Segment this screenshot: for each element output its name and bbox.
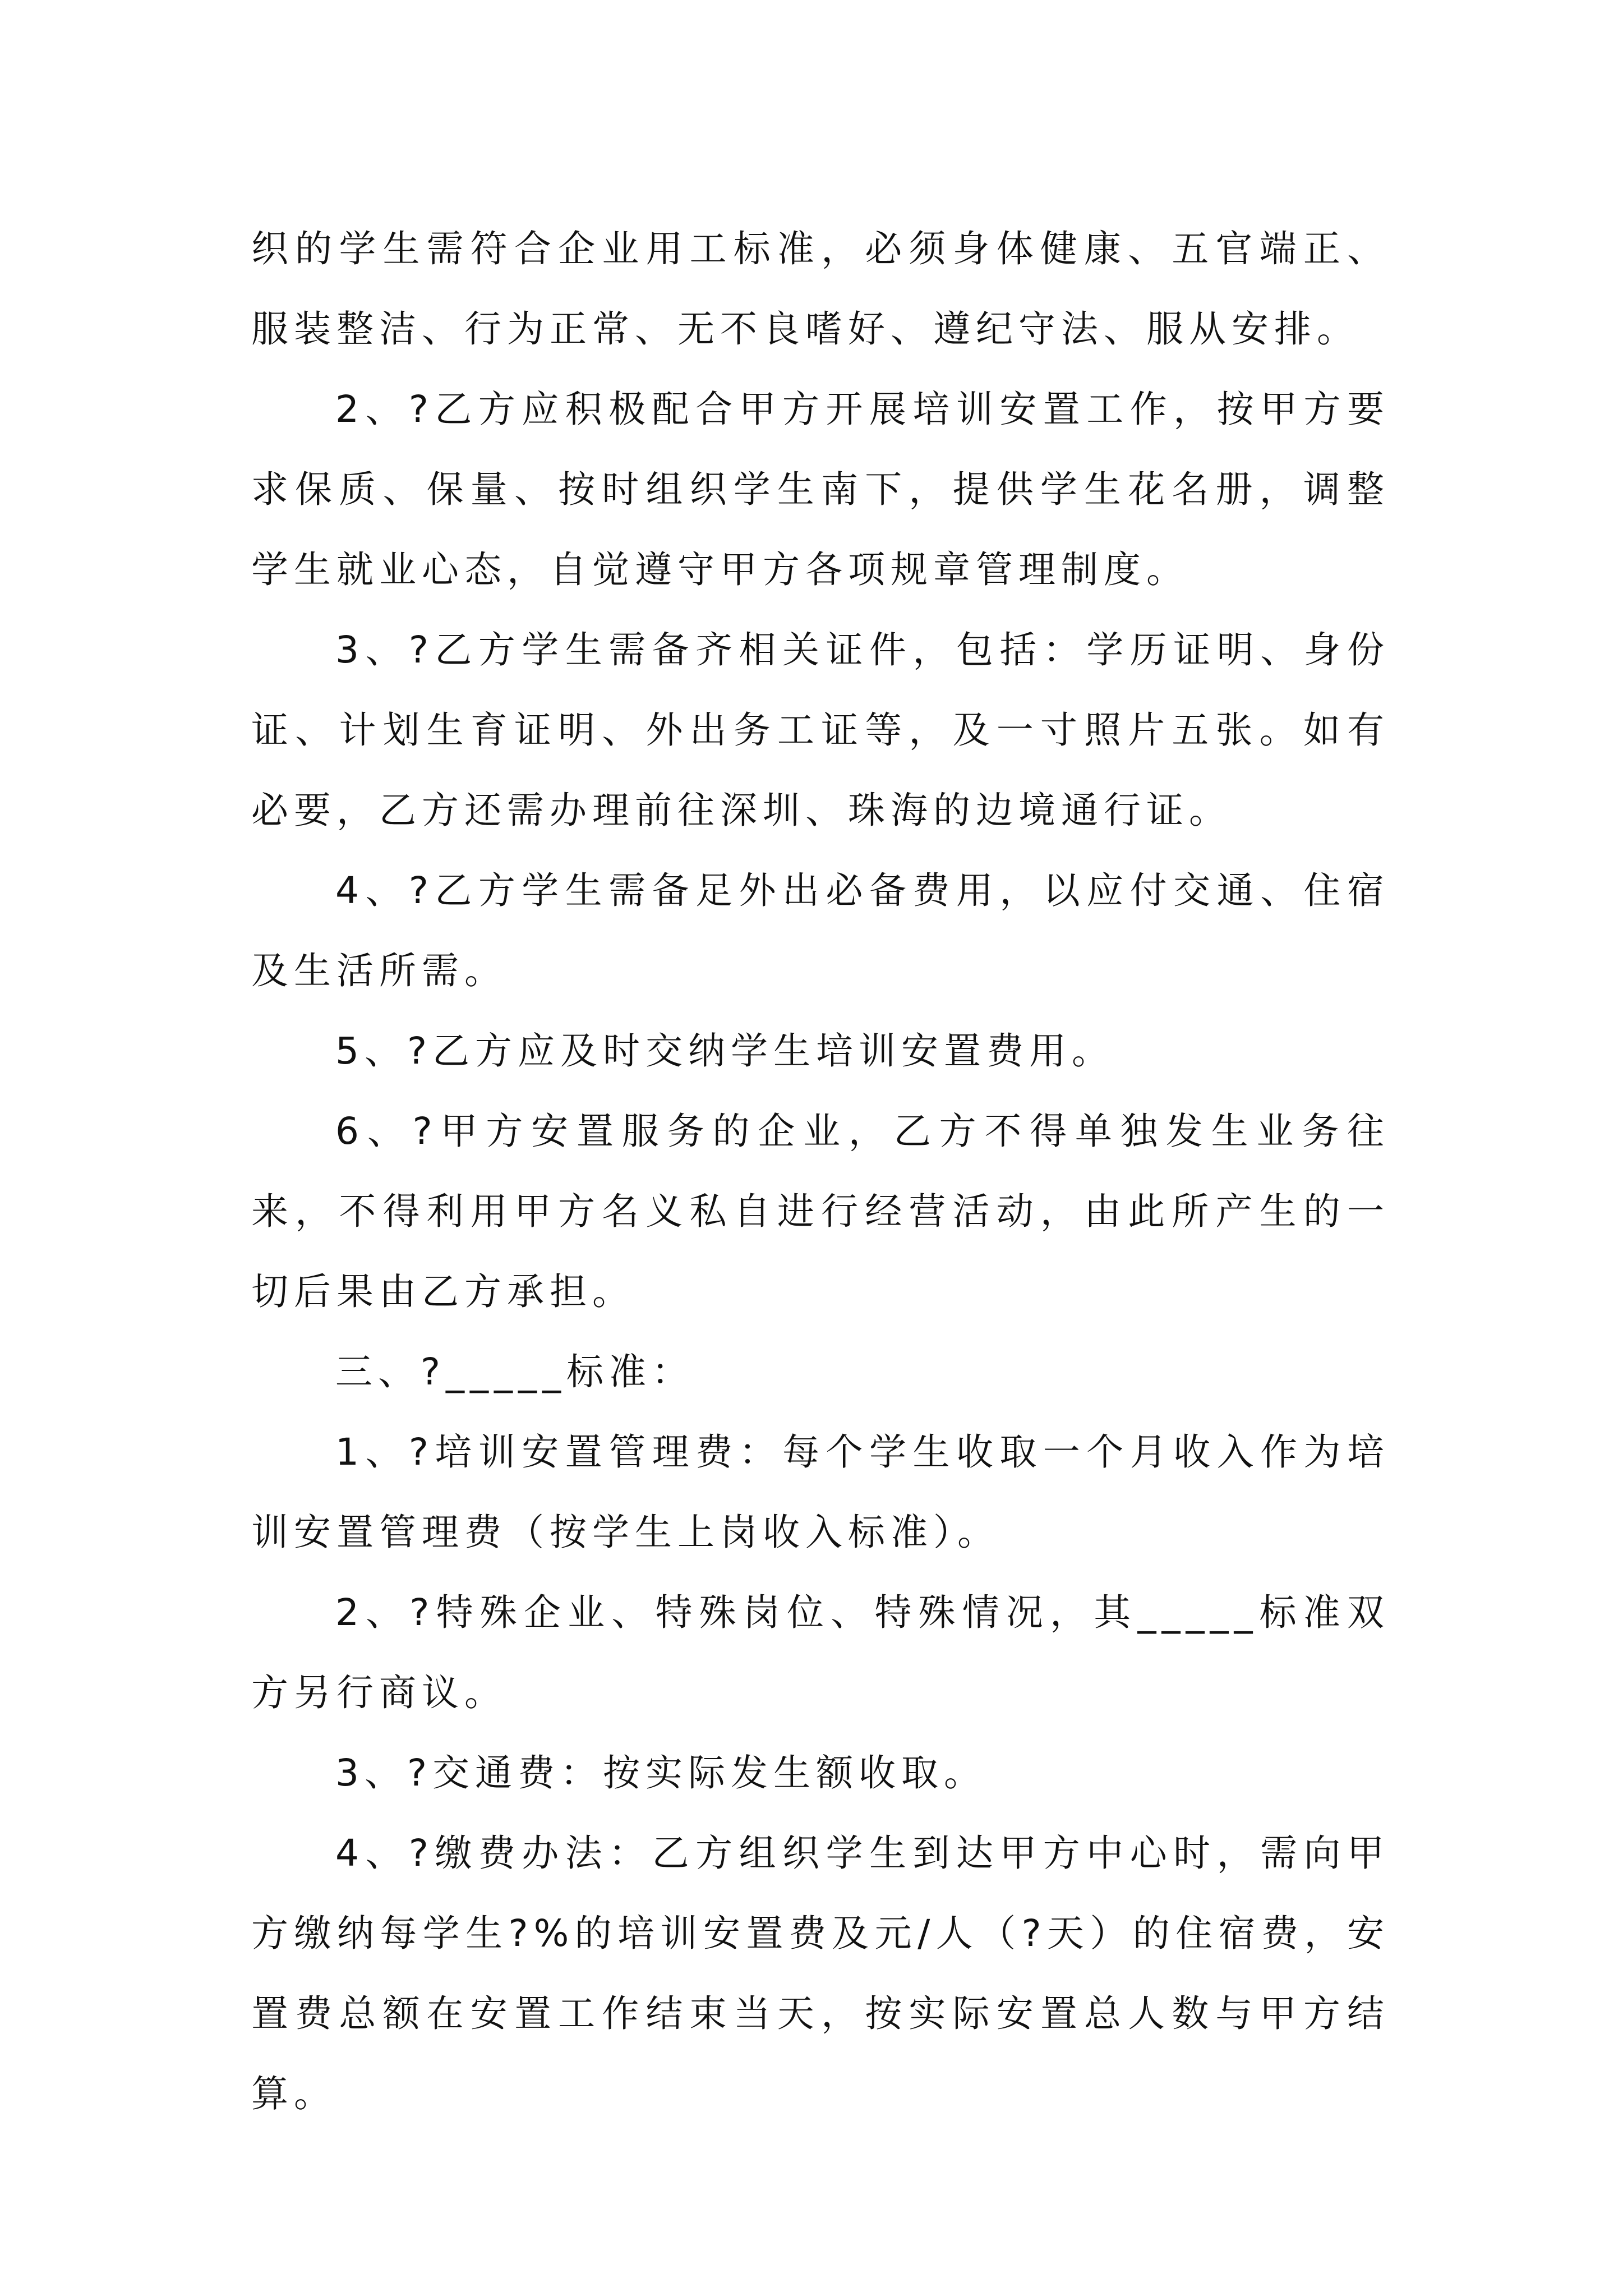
paragraph-item-3: 3、?乙方学生需备齐相关证件，包括：学历证明、身份证、计划生育证明、外出务工证等，及一寸照片五张。如有必要，乙方还需办理前往深圳、珠海的边境通行证。	[251, 628, 1390, 832]
paragraph-item-5: 5、?乙方应及时交纳学生培训安置费用。	[335, 1029, 1115, 1073]
paragraph-continuation: 织的学生需符合企业用工标准，必须身体健康、五官端正、服装整洁、行为正常、无不良嗜好、遵纪守法、服从安排。	[251, 227, 1390, 351]
paragraph-fee-3: 3、?交通费：按实际发生额收取。	[335, 1751, 987, 1795]
paragraph-item-6: 6、?甲方安置服务的企业，乙方不得单独发生业务往来，不得利用甲方名义私自进行经营活动，由此所产生的一切后果由乙方承担。	[251, 1110, 1390, 1313]
section-heading-3: 三、?_____标准：	[335, 1350, 695, 1393]
document-body	[251, 209, 1390, 2134]
paragraph-fee-4: 4、?缴费办法：乙方组织学生到达甲方中心时，需向甲方缴纳每学生?%的培训安置费及元/人（?天）的住宿费，安置费总额在安置工作结束当天，按实际安置总人数与甲方结算。	[251, 1832, 1390, 2115]
paragraph-item-2: 2、?乙方应积极配合甲方开展培训安置工作，按甲方要求保质、保量、按时组织学生南下，提供学生花名册，调整学生就业心态，自觉遵守甲方各项规章管理制度。	[251, 388, 1390, 591]
paragraph-item-4: 4、?乙方学生需备足外出必备费用，以应付交通、住宿及生活所需。	[251, 869, 1390, 992]
paragraph-fee-2: 2、?特殊企业、特殊岗位、特殊情况，其_____标准双方另行商议。	[251, 1591, 1390, 1714]
paragraph-fee-1: 1、?培训安置管理费：每个学生收取一个月收入作为培训安置管理费（按学生上岗收入标准）。	[251, 1430, 1390, 1554]
